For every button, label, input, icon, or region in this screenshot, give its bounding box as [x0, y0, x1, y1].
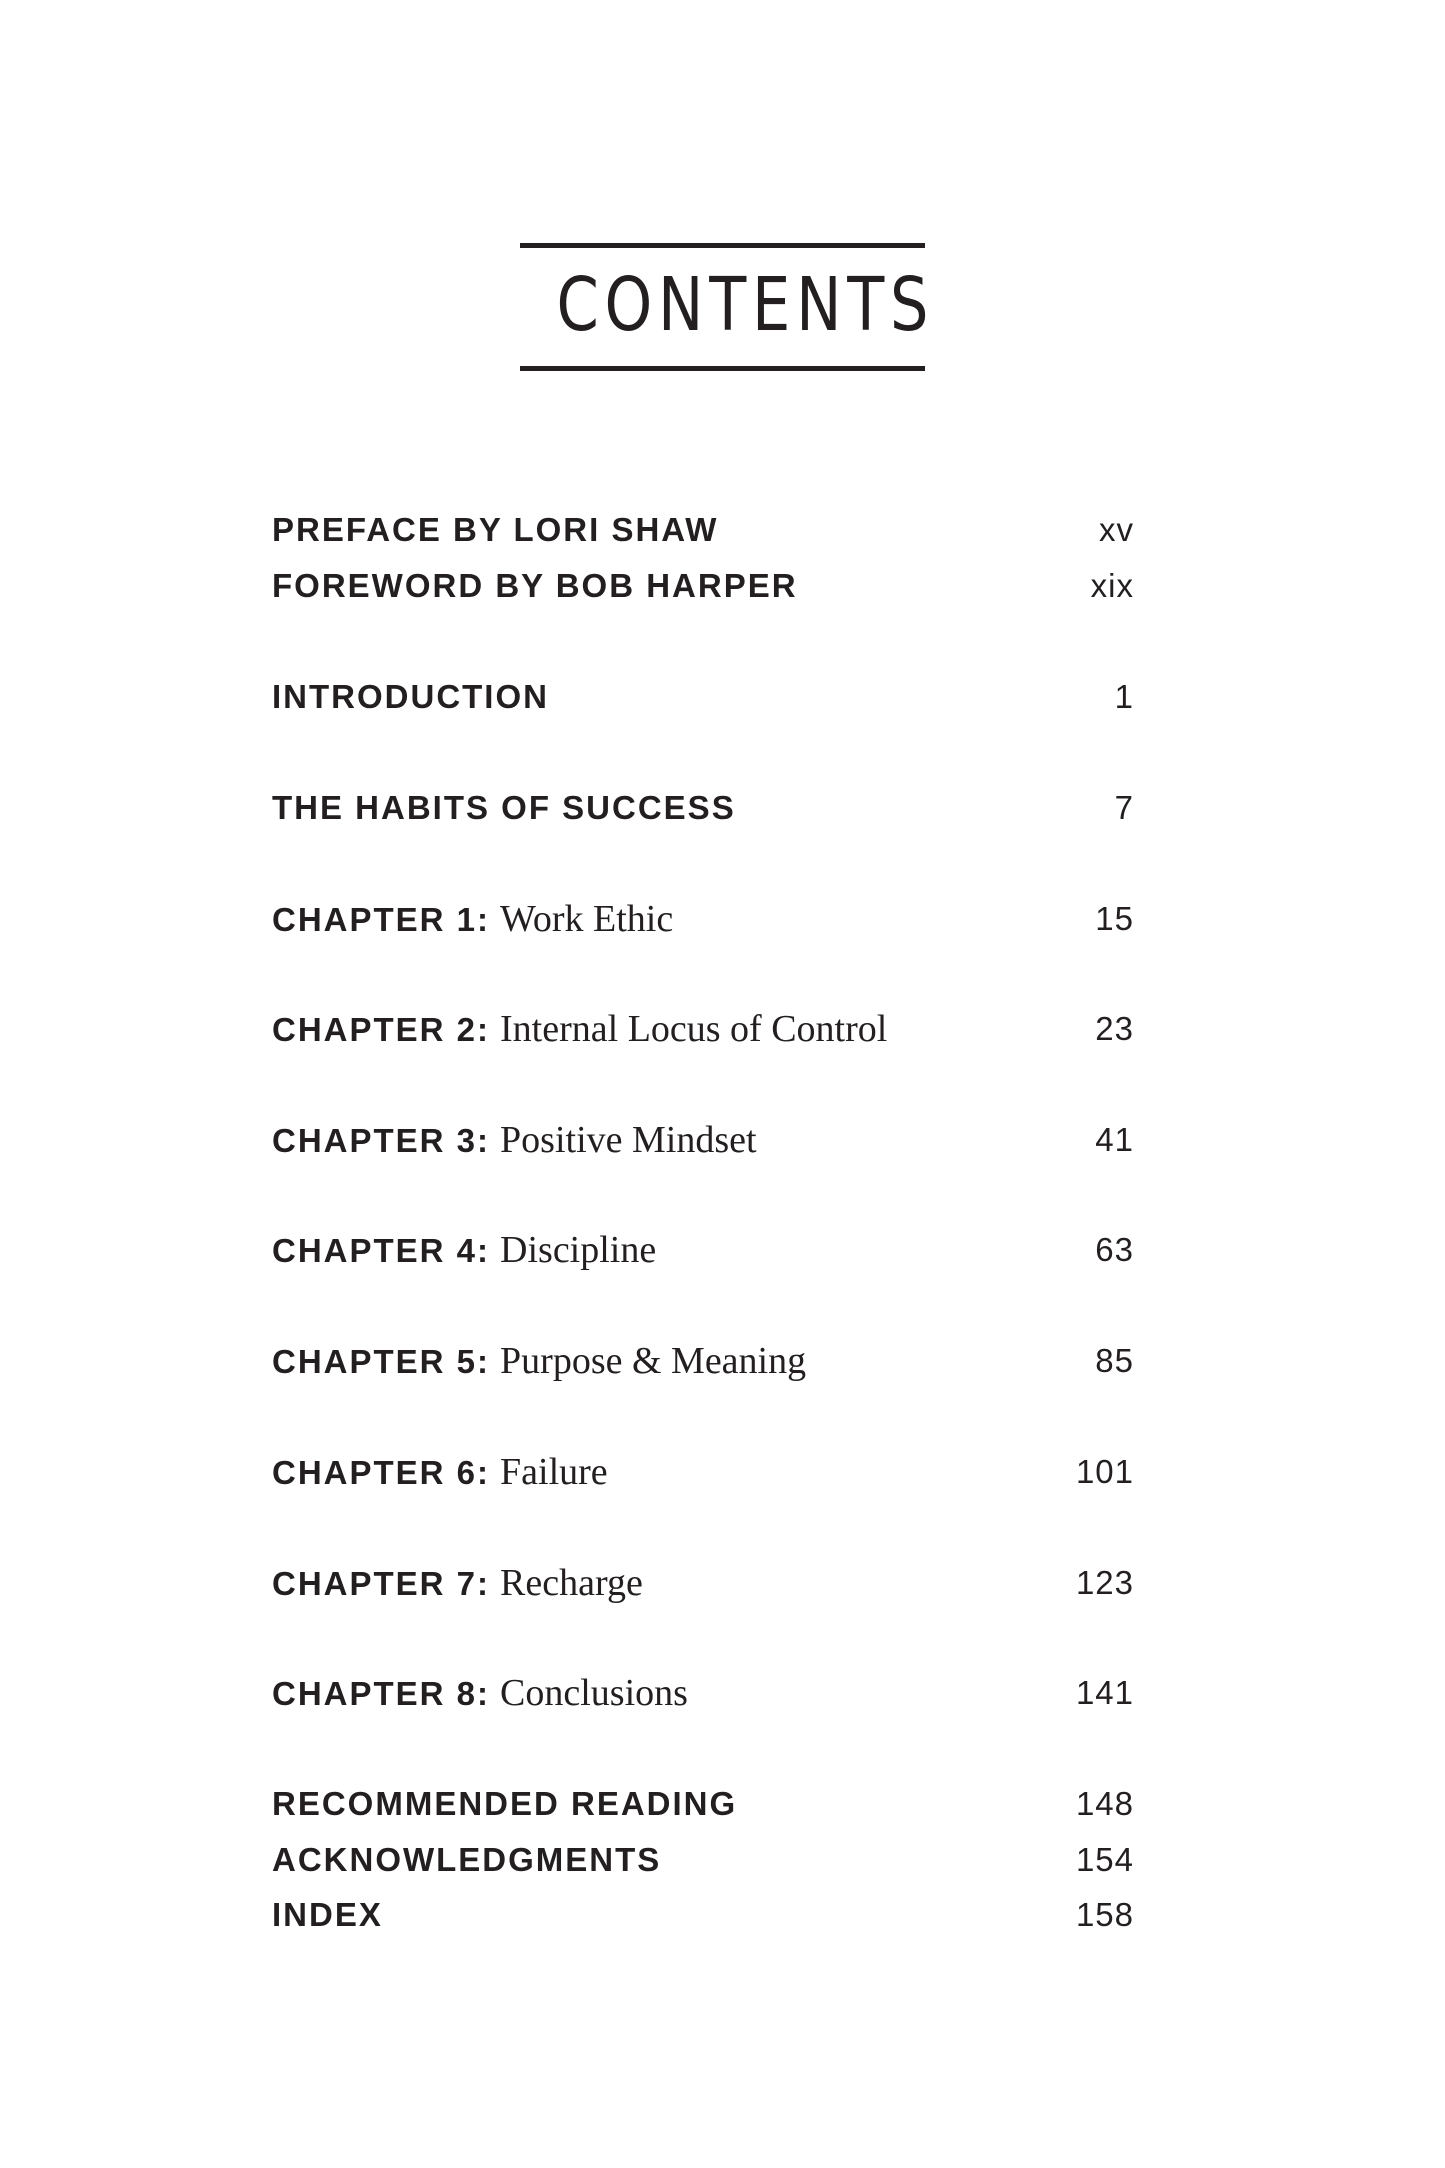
toc-entry-chapter-2[interactable]: [272, 1001, 1134, 1057]
toc-entry-index[interactable]: [272, 1887, 1134, 1943]
toc-entry-acknowledgments[interactable]: [272, 1832, 1134, 1888]
toc-page-number: 41: [1095, 1121, 1134, 1158]
toc-entry-chapter-6[interactable]: [272, 1444, 1134, 1500]
toc-entry-title: [272, 1118, 757, 1162]
toc-entry-title: [272, 1450, 608, 1494]
toc-entry-label: CHAPTER 8:: [272, 1675, 491, 1712]
toc-entry-subtitle: Conclusions: [500, 1672, 688, 1714]
toc-page-number: 85: [1095, 1342, 1134, 1379]
toc-page-number: 15: [1095, 900, 1134, 937]
page-title: CONTENTS: [556, 262, 935, 348]
toc-entry-preface[interactable]: [272, 502, 1134, 558]
toc-entry-title: [272, 789, 736, 827]
toc-entry-title: [272, 511, 718, 549]
toc-page-number: 148: [1075, 1785, 1134, 1822]
toc-entry-label: CHAPTER 6:: [272, 1454, 491, 1491]
toc-entry-chapter-3[interactable]: [272, 1112, 1134, 1168]
toc-entry-subtitle: Positive Mindset: [500, 1119, 757, 1161]
toc-entry-label: CHAPTER 2:: [272, 1011, 491, 1048]
toc-entry-label: PREFACE BY LORI SHAW: [272, 511, 719, 548]
toc-entry-chapter-4[interactable]: [272, 1222, 1134, 1278]
toc-page-number: 23: [1095, 1010, 1134, 1047]
toc-entry-label: ACKNOWLEDGMENTS: [272, 1841, 662, 1878]
toc-entry-chapter-5[interactable]: [272, 1333, 1134, 1389]
toc-entry-chapter-7[interactable]: [272, 1555, 1134, 1611]
toc-page-number: xix: [1090, 567, 1134, 604]
toc-entry-subtitle: Purpose & Meaning: [500, 1340, 807, 1382]
toc-entry-label: CHAPTER 5:: [272, 1343, 491, 1380]
toc-entry-introduction[interactable]: [272, 669, 1134, 725]
toc-page-number: 1: [1114, 678, 1134, 715]
toc-entry-label: RECOMMENDED READING: [272, 1785, 738, 1822]
toc-entry-label: CHAPTER 4:: [272, 1232, 491, 1269]
toc-entry-recommended-reading[interactable]: [272, 1776, 1134, 1832]
toc-entry-title: [272, 1561, 643, 1605]
toc-page-number: 123: [1075, 1564, 1134, 1601]
toc-page-number: 101: [1075, 1453, 1134, 1490]
toc-entry-title: [272, 1228, 656, 1272]
toc-entry-label: THE HABITS OF SUCCESS: [272, 789, 736, 826]
toc-entry-label: CHAPTER 1:: [272, 901, 491, 938]
toc-page-number: 154: [1075, 1841, 1134, 1878]
toc-entry-title: [272, 1785, 737, 1823]
toc-entry-title: [272, 1896, 383, 1934]
toc-entry-title: [272, 1339, 806, 1383]
toc-entry-foreword[interactable]: [272, 558, 1134, 614]
toc-entry-label: CHAPTER 3:: [272, 1122, 491, 1159]
heading-rule-top: [520, 243, 925, 248]
toc-entry-subtitle: Recharge: [500, 1562, 643, 1604]
toc-entry-label: INTRODUCTION: [272, 678, 549, 715]
toc-entry-subtitle: Discipline: [500, 1229, 657, 1271]
toc-entry-label: CHAPTER 7:: [272, 1565, 491, 1602]
toc-entry-title: [272, 567, 798, 605]
toc-page-number: 141: [1075, 1674, 1134, 1711]
toc-entry-label: FOREWORD BY BOB HARPER: [272, 567, 798, 604]
toc-entry-subtitle: Failure: [500, 1451, 608, 1493]
toc-page-number: xv: [1099, 511, 1134, 548]
toc-page-number: 158: [1075, 1896, 1134, 1933]
contents-heading: [520, 243, 935, 373]
toc-page-number: 7: [1114, 789, 1134, 826]
toc-entry-subtitle: Work Ethic: [500, 898, 674, 940]
toc-entry-habits-of-success[interactable]: [272, 780, 1134, 836]
toc-entry-chapter-8[interactable]: [272, 1665, 1134, 1721]
toc-entry-title: [272, 1841, 661, 1879]
toc-entry-title: [272, 1671, 688, 1715]
toc-entry-label: INDEX: [272, 1896, 383, 1933]
toc-entry-title: [272, 897, 673, 941]
toc-entry-subtitle: Internal Locus of Control: [500, 1008, 888, 1050]
toc-entry-chapter-1[interactable]: [272, 891, 1134, 947]
toc-entry-title: [272, 678, 549, 716]
toc-entry-title: [272, 1007, 887, 1051]
toc-page-number: 63: [1095, 1231, 1134, 1268]
heading-rule-bottom: [520, 366, 925, 371]
